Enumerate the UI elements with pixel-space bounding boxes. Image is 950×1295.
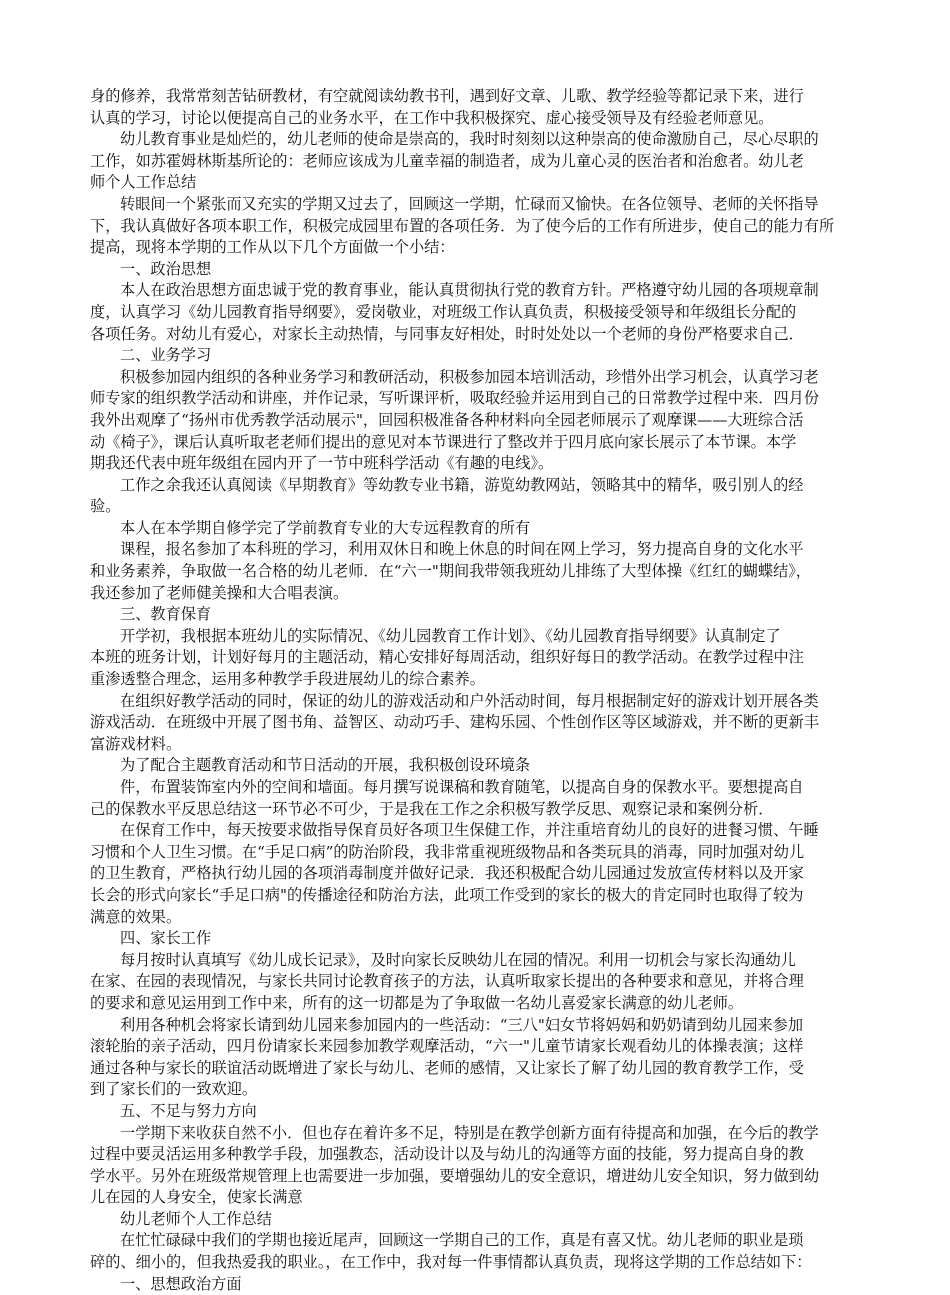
text-line: 儿在园的人身安全，使家长满意	[90, 1188, 303, 1207]
text-line: 我外出观摩了“扬州市优秀教学活动展示"，回园积极准备各种材料向全园老师展示了观摩课——大班综合活	[90, 410, 804, 429]
text-line: 度，认真学习《幼儿园教育指导纲要》，爱岗敬业，对班级工作认真负责，积极接受领导和年级组长分配的	[90, 302, 797, 321]
text-line: 四、家长工作	[120, 929, 212, 948]
text-line: 在家、在园的表现情况，与家长共同讨论教育孩子的方法，认真听取家长提出的各种要求和意见，并将合理	[90, 972, 804, 991]
text-line: 提高，现将本学期的工作从以下几个方面做一个小结：	[90, 238, 455, 257]
text-line: 一、思想政治方面	[120, 1274, 242, 1293]
text-line: 学水平。另外在班级常规管理上也需要进一步加强，要增强幼儿的安全意识，增进幼儿安全知识，努力做到幼	[90, 1166, 819, 1185]
text-line: 转眼间一个紧张而又充实的学期又过去了，回顾这一学期，忙碌而又愉快。在各位领导、老师的关怀指导	[120, 194, 819, 213]
text-line: 碎的、细小的，但我热爱我的职业。，在工作中，我对每一件事情都认真负责，现将这学期的工作总结如下：	[90, 1253, 812, 1272]
text-line: 富游戏材料。	[90, 734, 182, 753]
text-line: 积极参加园内组织的各种业务学习和教研活动，积极参加园本培训活动，珍惜外出学习机会，认真学习老	[120, 367, 819, 386]
text-line: 本人在政治思想方面忠诚于党的教育事业，能认真贯彻执行党的教育方针。严格遵守幼儿园的各项规章制	[120, 281, 819, 300]
text-line: 件，布置装饰室内外的空间和墙面。每月撰写说课稿和教育随笔，以提高自身的保教水平。要想提高自	[120, 778, 804, 796]
text-line: 每月按时认真填写《幼儿成长记录》，及时向家长反映幼儿在园的情况。利用一切机会与家长沟通幼儿	[120, 950, 796, 969]
text-line: 己的保教水平反思总结这一环节必不可少，于是我在工作之余积极写教学反思、观察记录和案例分析．	[90, 799, 774, 818]
text-line: 的卫生教育，严格执行幼儿园的各项消毒制度并做好记录．我还积极配合幼儿园通过发放宣传材料以及开家	[90, 864, 804, 883]
text-line: 在忙忙碌碌中我们的学期也接近尾声，回顾这一学期自己的工作，真是有喜又忧。幼儿老师的职业是琐	[120, 1231, 804, 1250]
text-line: 和业务素养，争取做一名合格的幼儿老师．在“六一"期间我带领我班幼儿排练了大型体操《红红的蝴蝶结》，	[90, 562, 811, 581]
text-line: 工作之余我还认真阅读《早期教育》等幼教专业书籍，游览幼教网站，领略其中的精华，吸引别人的经	[120, 475, 804, 494]
text-line: 到了家长们的一致欢迎。	[90, 1080, 258, 1099]
text-line: 重渗透整合理念，运用多种教学手段进展幼儿的综合素养。	[90, 670, 485, 689]
text-line: 下，我认真做好各项本职工作，积极完成园里布置的各项任务．为了使今后的工作有所进步，使自己的能力有所	[90, 216, 835, 235]
text-line: 身的修养，我常常刻苦钻研教材，有空就阅读幼教书刊，遇到好文章、儿歌、教学经验等都记录下来，进行	[90, 87, 804, 105]
text-line: 期我还代表中班年级组在园内开了一节中班科学活动《有趣的电线》。	[90, 454, 554, 473]
text-line: 在组织好教学活动的同时，保证的幼儿的游戏活动和户外活动时间，每月根据制定好的游戏计划开展各类	[120, 691, 819, 710]
text-line: 开学初，我根据本班幼儿的实际情况、《幼儿园教育工作计划》、《幼儿园教育指导纲要》认真制定了	[120, 626, 781, 645]
text-line: 二、业务学习	[120, 346, 212, 365]
text-line: 我还参加了老师健美操和大合唱表演。	[90, 583, 349, 602]
text-line: 满意的效果。	[90, 907, 182, 926]
text-line: 五、不足与努力方向	[120, 1101, 257, 1120]
text-line: 滚轮胎的亲子活动，四月份请家长来园参加教学观摩活动，“六一"儿童节请家长观看幼儿的体操表演；这样	[90, 1037, 804, 1056]
text-line: 幼儿老师个人工作总结	[120, 1209, 272, 1228]
text-line: 游戏活动．在班级中开展了图书角、益智区、动动巧手、建构乐园、个性创作区等区域游戏，并不断的更新丰	[90, 713, 819, 732]
text-line: 为了配合主题教育活动和节日活动的开展，我积极创设环境条	[120, 756, 531, 775]
text-line: 在保育工作中，每天按要求做指导保育员好各项卫生保健工作，并注重培育幼儿的良好的进餐习惯、午睡	[120, 821, 819, 840]
text-line: 一、政治思想	[120, 259, 212, 278]
text-line: 三、教育保育	[120, 605, 212, 624]
text-line: 课程，报名参加了本科班的学习，利用双休日和晚上休息的时间在网上学习，努力提高自身的文化水平	[120, 540, 804, 559]
text-line: 利用各种机会将家长请到幼儿园来参加园内的一些活动：“三八"妇女节将妈妈和奶奶请到幼儿园来参加	[120, 1015, 803, 1034]
text-line: 师专家的组织教学活动和讲座，并作记录，写听课评析，吸取经验并运用到自己的日常教学过程中来．四月份	[90, 389, 819, 408]
text-line: 过程中要灵活运用多种教学手段，加强教态，活动设计以及与幼儿的沟通等方面的技能，努力提高自身的教	[90, 1145, 804, 1164]
text-line: 通过各种与家长的联谊活动既增进了家长与幼儿、老师的感情，又让家长了解了幼儿园的教育教学工作，受	[90, 1058, 804, 1077]
text-line: 各项任务。对幼儿有爱心，对家长主动热情，与同事友好相处，时时处处以一个老师的身份严格要求自己．	[90, 324, 804, 343]
text-line: 的要求和意见运用到工作中来，所有的这一切都是为了争取做一名幼儿喜爱家长满意的幼儿老师。	[90, 993, 744, 1012]
text-line: 认真的学习，讨论以便提高自己的业务水平，在工作中我积极探究、虚心接受领导及有经验老师意见。	[90, 108, 774, 127]
text-line: 验。	[90, 497, 121, 516]
text-line: 师个人工作总结	[90, 173, 197, 192]
text-line: 幼儿教育事业是灿烂的，幼儿老师的使命是崇高的，我时时刻刻以这种崇高的使命激励自己，尽心尽职的	[120, 130, 819, 149]
text-line: 习惯和个人卫生习惯。在“手足口病”的防治阶段，我非常重视班级物品和各类玩具的消毒，同时加强对幼儿	[90, 842, 805, 861]
text-line: 工作，如苏霍姆林斯基所论的：老师应该成为儿童幸福的制造者，成为儿童心灵的医治者和治愈者。幼儿老	[90, 151, 804, 170]
text-line: 长会的形式向家长“手足口病"的传播途径和防治方法，此项工作受到的家长的极大的肯定同时也取得了较为	[90, 885, 804, 904]
text-line: 本班的班务计划，计划好每月的主题活动，精心安排好每周活动，组织好每日的教学活动。在教学过程中注	[90, 648, 804, 667]
text-line: 一学期下来收获自然不小．但也存在着许多不足，特别是在教学创新方面有待提高和加强，在今后的教学	[120, 1123, 819, 1142]
text-line: 动《椅子》，课后认真听取老老师们提出的意见对本节课进行了整改并于四月底向家长展示了本节课。本学	[90, 432, 797, 451]
text-line: 本人在本学期自修学完了学前教育专业的大专远程教育的所有	[120, 518, 531, 537]
